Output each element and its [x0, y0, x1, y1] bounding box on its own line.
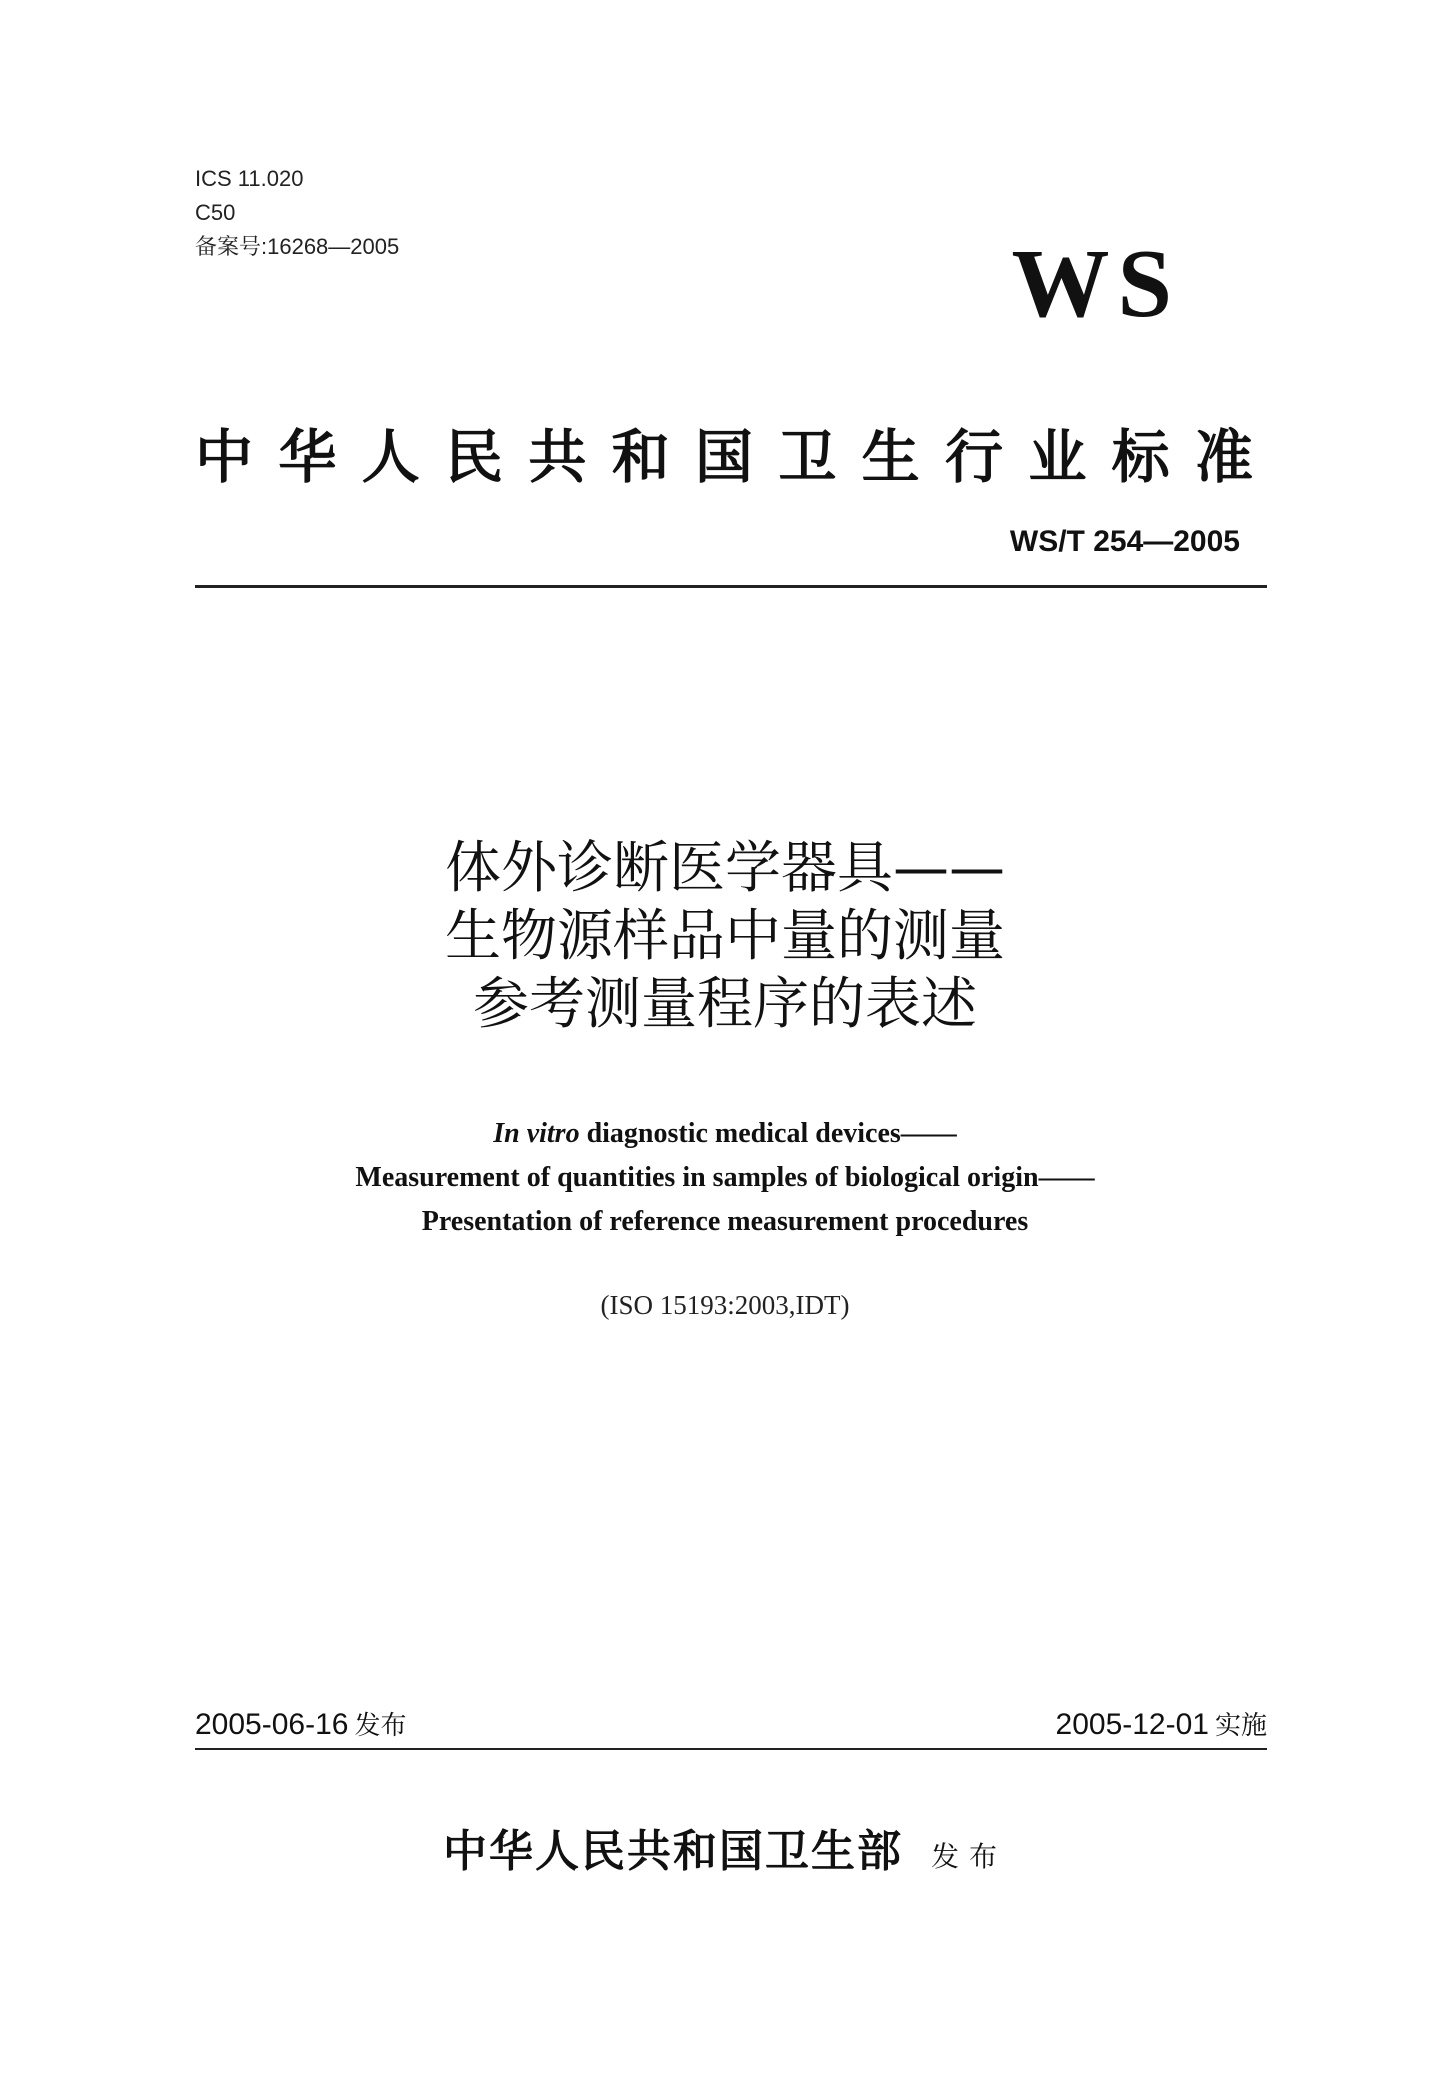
english-title-line-1: [0, 1112, 1450, 1156]
english-title-line-2: Measurement of quantities in samples of biological origin——: [355, 1162, 1095, 1193]
chinese-title: [0, 835, 1450, 1039]
footer-divider: [195, 1748, 1267, 1750]
issue-date: 2005-06-16: [195, 1708, 349, 1741]
effective-label: 实施: [1214, 1710, 1267, 1740]
iso-reference: (ISO 15193:2003,IDT): [600, 1290, 850, 1320]
english-title: [0, 1112, 1450, 1244]
standard-type-title: 中华人民共和国卫生行业标准: [195, 423, 1267, 491]
english-title-italic: In vitro: [493, 1118, 580, 1149]
chinese-title-line-3: 参考测量程序的表述: [473, 972, 977, 1037]
effective-date-block: [1056, 1705, 1267, 1742]
publisher-name: 中华人民共和国卫生部: [442, 1826, 903, 1877]
issue-label: 发布: [354, 1710, 407, 1740]
publisher-block: [0, 1815, 1450, 1879]
chinese-title-line-1: 体外诊断医学器具——: [445, 836, 1005, 901]
ws-logo: WS: [1011, 230, 1180, 338]
ics-code: ICS 11.020: [195, 166, 304, 191]
standard-number: WS/T 254—2005: [1009, 525, 1240, 558]
chinese-title-line-2: 生物源样品中量的测量: [445, 904, 1005, 969]
ccs-code: C50: [195, 200, 236, 225]
header-divider: [195, 585, 1267, 588]
english-title-line-1-rest: diagnostic medical devices——: [579, 1118, 957, 1149]
metadata-block: [195, 162, 399, 264]
filing-number: 备案号:16268—2005: [195, 234, 400, 259]
english-title-line-3: Presentation of reference measurement procedures: [421, 1206, 1029, 1237]
publisher-label: 发布: [930, 1840, 1007, 1873]
issue-date-block: [195, 1705, 406, 1742]
effective-date: 2005-12-01: [1055, 1708, 1209, 1741]
